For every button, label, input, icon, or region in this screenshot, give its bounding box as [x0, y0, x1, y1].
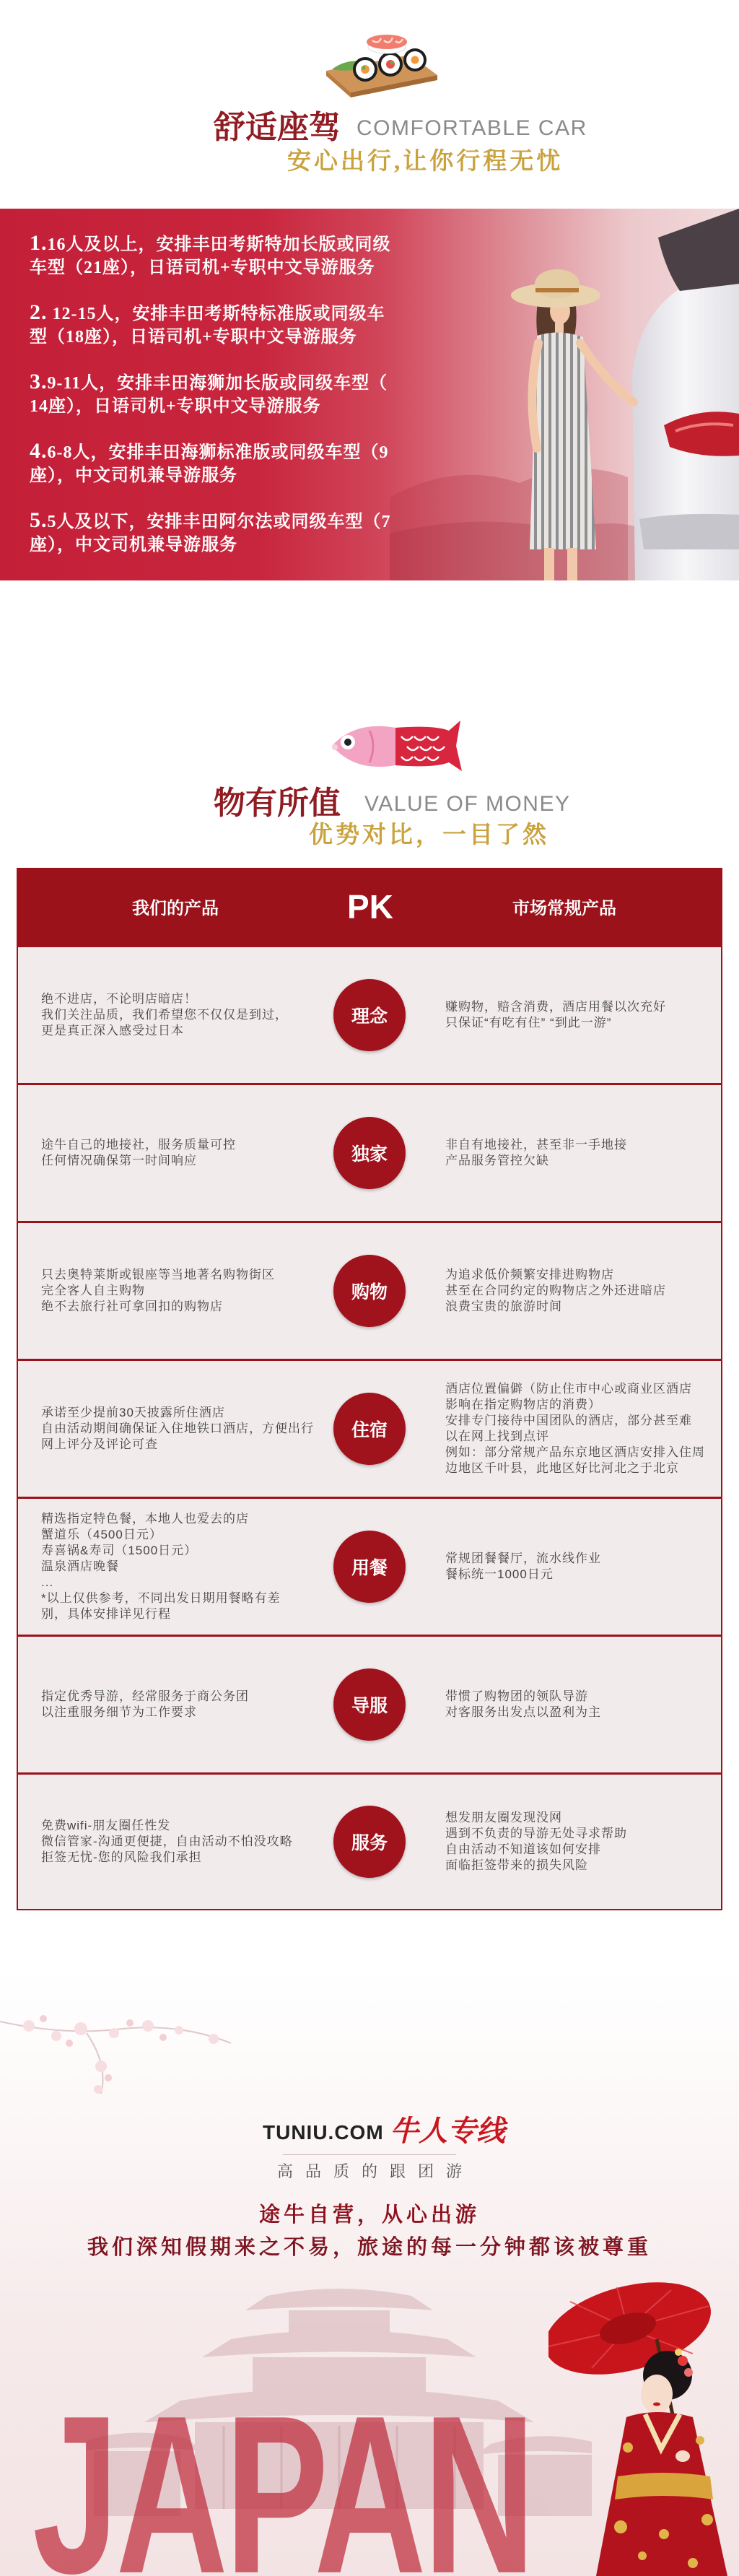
table-row [17, 1635, 722, 1772]
car-option-text: 12-15人，安排丰田考斯特标准版或同级车 型（18座），日语司机+专职中文导游服务 [30, 305, 385, 347]
car-option [30, 232, 434, 279]
car-option-number: 1. [30, 231, 48, 255]
brand-slogan-secondary: 我们深知假期来之不易，旅途的每一分钟都该被尊重 [87, 2236, 652, 2259]
header-our-product: 我们的产品 [132, 899, 219, 918]
car-options-list [30, 232, 434, 579]
market-product-text: 带惯了购物团的领队导游 对客服务出发点以盈利为主 [445, 1689, 601, 1719]
brand-slogan-primary: 途牛自营，从心出游 [258, 2203, 480, 2227]
table-row [17, 1083, 722, 1221]
comparison-table [17, 868, 722, 1910]
car-option [30, 510, 434, 557]
section-title-value: 物有所值 [214, 786, 341, 821]
our-product-text: 只去奥特莱斯或银座等当地著名购物街区 完全客人自主购物 绝不去旅行社可拿回扣的购物店 [41, 1268, 275, 1313]
section-title-car-en: COMFORTABLE CAR [357, 116, 587, 140]
cherry-blossom-decoration [0, 2000, 245, 2123]
car-option [30, 302, 434, 349]
our-product-text: 指定优秀导游，经常服务于商公务团 以注重服务细节为工作要求 [41, 1689, 249, 1719]
section-subtitle-value: 优势对比，一目了然 [309, 822, 549, 848]
row-label-badge: 理念 [333, 979, 406, 1051]
car-option-number: 4. [30, 439, 48, 463]
koi-fish-icon [326, 715, 463, 777]
table-row [17, 945, 722, 1083]
kimono-woman-umbrella [548, 2260, 739, 2576]
market-product-text: 想发朋友圈发现没网 遇到不负责的导游无处寻求帮助 自由活动不知道该如何安排 面临拒签带来的损失风险 [445, 1811, 627, 1872]
row-label-badge: 服务 [333, 1806, 406, 1878]
row-label-badge: 导服 [333, 1668, 406, 1741]
our-product-text: 绝不进店，不论明店暗店！ 我们关注品质，我们希望您不仅仅是到过， 更是真正深入感受过日本 [41, 992, 288, 1037]
japan-big-text: JAPAN [32, 2368, 533, 2576]
comparison-table-header [17, 868, 722, 945]
section-subtitle-car: 安心出行,让你行程无忧 [287, 149, 564, 175]
site-name: TUNIU.COM [263, 2121, 384, 2144]
our-product-text: 途牛自己的地接社，服务质量可控 任何情况确保第一时间响应 [41, 1138, 236, 1167]
brand-divider [283, 2154, 456, 2155]
car-option-text: 6-8人，安排丰田海狮标准版或同级车型（9 座），中文司机兼导游服务 [30, 443, 389, 485]
car-option-number: 5. [30, 508, 48, 532]
market-product-text: 为追求低价频繁安排进购物店 甚至在合同约定的购物店之外还进暗店 浪费宝贵的旅游时间 [445, 1268, 666, 1313]
car-photo [390, 209, 739, 580]
sushi-icon [320, 27, 443, 100]
brand-logo [263, 2114, 508, 2150]
our-product-text: 免费wifi-朋友圈任性发 微信管家-沟通更便捷，自由活动不怕没攻略 拒签无忧-您的风险我们承担 [41, 1819, 293, 1864]
car-option-text: 9-11人，安排丰田海狮加长版或同级车型（ 14座），日语司机+专职中文导游服务 [30, 374, 388, 416]
header-pk: PK [347, 887, 393, 926]
table-row [17, 1221, 722, 1359]
car-option-number: 3. [30, 370, 48, 393]
row-label-badge: 购物 [333, 1255, 406, 1327]
market-product-text: 非自有地接社，甚至非一手地接 产品服务管控欠缺 [445, 1138, 627, 1167]
market-product-text: 常规团餐餐厅，流水线作业 餐标统一1000日元 [445, 1552, 601, 1581]
car-option [30, 371, 434, 418]
section-title-value-en: VALUE OF MONEY [364, 792, 571, 816]
section-title-car: 舒适座驾 [214, 110, 341, 145]
car-option-text: 5人及以下，安排丰田阿尔法或同级车型（7 座），中文司机兼导游服务 [30, 513, 391, 554]
table-row [17, 1497, 722, 1635]
car-option [30, 440, 434, 487]
row-label-badge: 用餐 [333, 1531, 406, 1603]
product-line-name: 牛人专线 [390, 2115, 505, 2147]
table-row [17, 1359, 722, 1497]
table-row [17, 1772, 722, 1910]
row-label-badge: 独家 [333, 1117, 406, 1189]
market-product-text: 酒店位置偏僻（防止住市中心或商业区酒店 影响在指定购物店的消费） 安排专门接待中国团队的酒店，部分甚至难 以在网上找到点评 例如：部分常规产品东京地区酒店安排入住周 边地区千叶县，此地区好比河北之于北京 [445, 1382, 705, 1475]
our-product-text: 精选指定特色餐，本地人也爱去的店 蟹道乐（4500日元） 寿喜锅&寿司（1500日元） 温泉酒店晚餐 ... *以上仅供参考，不同出发日期用餐略有差 别，具体安排详见行程 [41, 1512, 281, 1621]
market-product-text: 赚购物，赔含消费，酒店用餐以次充好 只保证“有吃有住” “到此一游” [445, 1000, 666, 1030]
brand-tagline: 高品质的跟团游 [276, 2162, 474, 2180]
row-label-badge: 住宿 [333, 1393, 406, 1465]
our-product-text: 承诺至少提前30天披露所住酒店 自由活动期间确保证入住地铁口酒店，方便出行 网上评分及评论可查 [41, 1406, 314, 1451]
car-option-number: 2. [30, 300, 48, 324]
header-market-product: 市场常规产品 [512, 899, 616, 918]
car-option-text: 16人及以上，安排丰田考斯特加长版或同级 车型（21座），日语司机+专职中文导游服务 [30, 235, 391, 277]
